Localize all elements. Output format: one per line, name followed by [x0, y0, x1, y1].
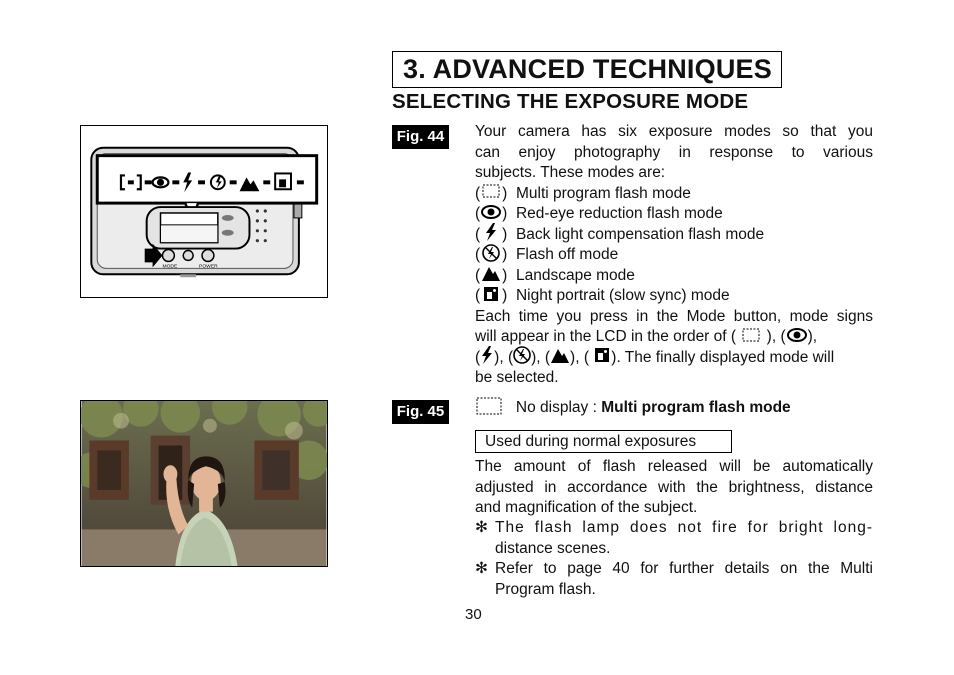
note-1-marker: ✻ [475, 519, 488, 536]
fig-44-camera-illustration [80, 125, 328, 298]
flash-off-icon [513, 346, 531, 364]
fig-45-label: Fig. 45 [392, 400, 449, 424]
mode-item-night-portrait: ( ) Night portrait (slow sync) mode [475, 286, 873, 306]
order-line-2: will appear in the LCD in the order of ( ), ( ), [475, 327, 873, 347]
camera-mode-label: MODE [162, 264, 178, 270]
mode-item-multi-program: ( ) Multi program flash mode [475, 184, 873, 204]
usage-box: Used during normal exposures [475, 430, 732, 453]
night-portrait-icon [593, 346, 611, 364]
section-title-box [392, 51, 782, 88]
camera-power-label: POWER [199, 264, 218, 270]
multi-program-icon [480, 182, 502, 200]
note-1-line-2: distance scenes. [495, 539, 611, 557]
description-line-2: adjusted in accordance with the brightness, distance [475, 478, 873, 496]
flash-icon [480, 346, 494, 364]
section-subtitle: SELECTING THE EXPOSURE MODE [392, 90, 749, 113]
mode-item-backlight-flash: ( ) Back light compensation flash mode [475, 225, 873, 245]
note-2-line-1: Refer to page 40 for further details on the Multi [495, 560, 873, 577]
note-2-line-2: Program flash. [495, 580, 596, 598]
fig-45-photo [80, 400, 328, 567]
mode-item-landscape: ( ) Landscape mode [475, 266, 873, 286]
note-1-line-1: The flash lamp does not fire for bright long- [495, 519, 873, 536]
flash-icon [480, 223, 502, 241]
multi-program-icon [740, 326, 762, 344]
order-line-4: be selected. [475, 369, 559, 386]
night-portrait-icon [480, 285, 502, 303]
mode-name-bold: Multi program flash mode [601, 399, 791, 417]
mode-item-red-eye: ( ) Red-eye reduction flash mode [475, 204, 873, 224]
multi-program-icon [475, 396, 503, 416]
note-2-marker: ✻ [475, 560, 488, 577]
landscape-icon [550, 346, 570, 364]
description-line-1: The amount of flash released will be automatically [475, 458, 873, 475]
flash-off-icon [480, 244, 502, 262]
intro-line-3: subjects. These modes are: [475, 164, 666, 181]
fig-44-label: Fig. 44 [392, 125, 449, 149]
no-display-line: No display : Multi program flash mode [475, 398, 873, 419]
page-number: 30 [465, 606, 482, 623]
landscape-icon [480, 264, 502, 282]
order-line-1: Each time you press in the Mode button, mode signs [475, 307, 873, 325]
order-line-3: ( ), ( ), ( ), ( ). The finally displayed mode will [475, 348, 873, 368]
intro-line-2: can enjoy photography in response to various [475, 143, 873, 161]
red-eye-icon [786, 326, 808, 344]
intro-line-1: Your camera has six exposure modes so that you [475, 123, 873, 140]
red-eye-icon [480, 203, 502, 221]
description-line-3: and magnification of the subject. [475, 499, 698, 516]
mode-item-flash-off: ( ) Flash off mode [475, 245, 873, 265]
section-title: 3. ADVANCED TECHNIQUES [403, 54, 772, 84]
